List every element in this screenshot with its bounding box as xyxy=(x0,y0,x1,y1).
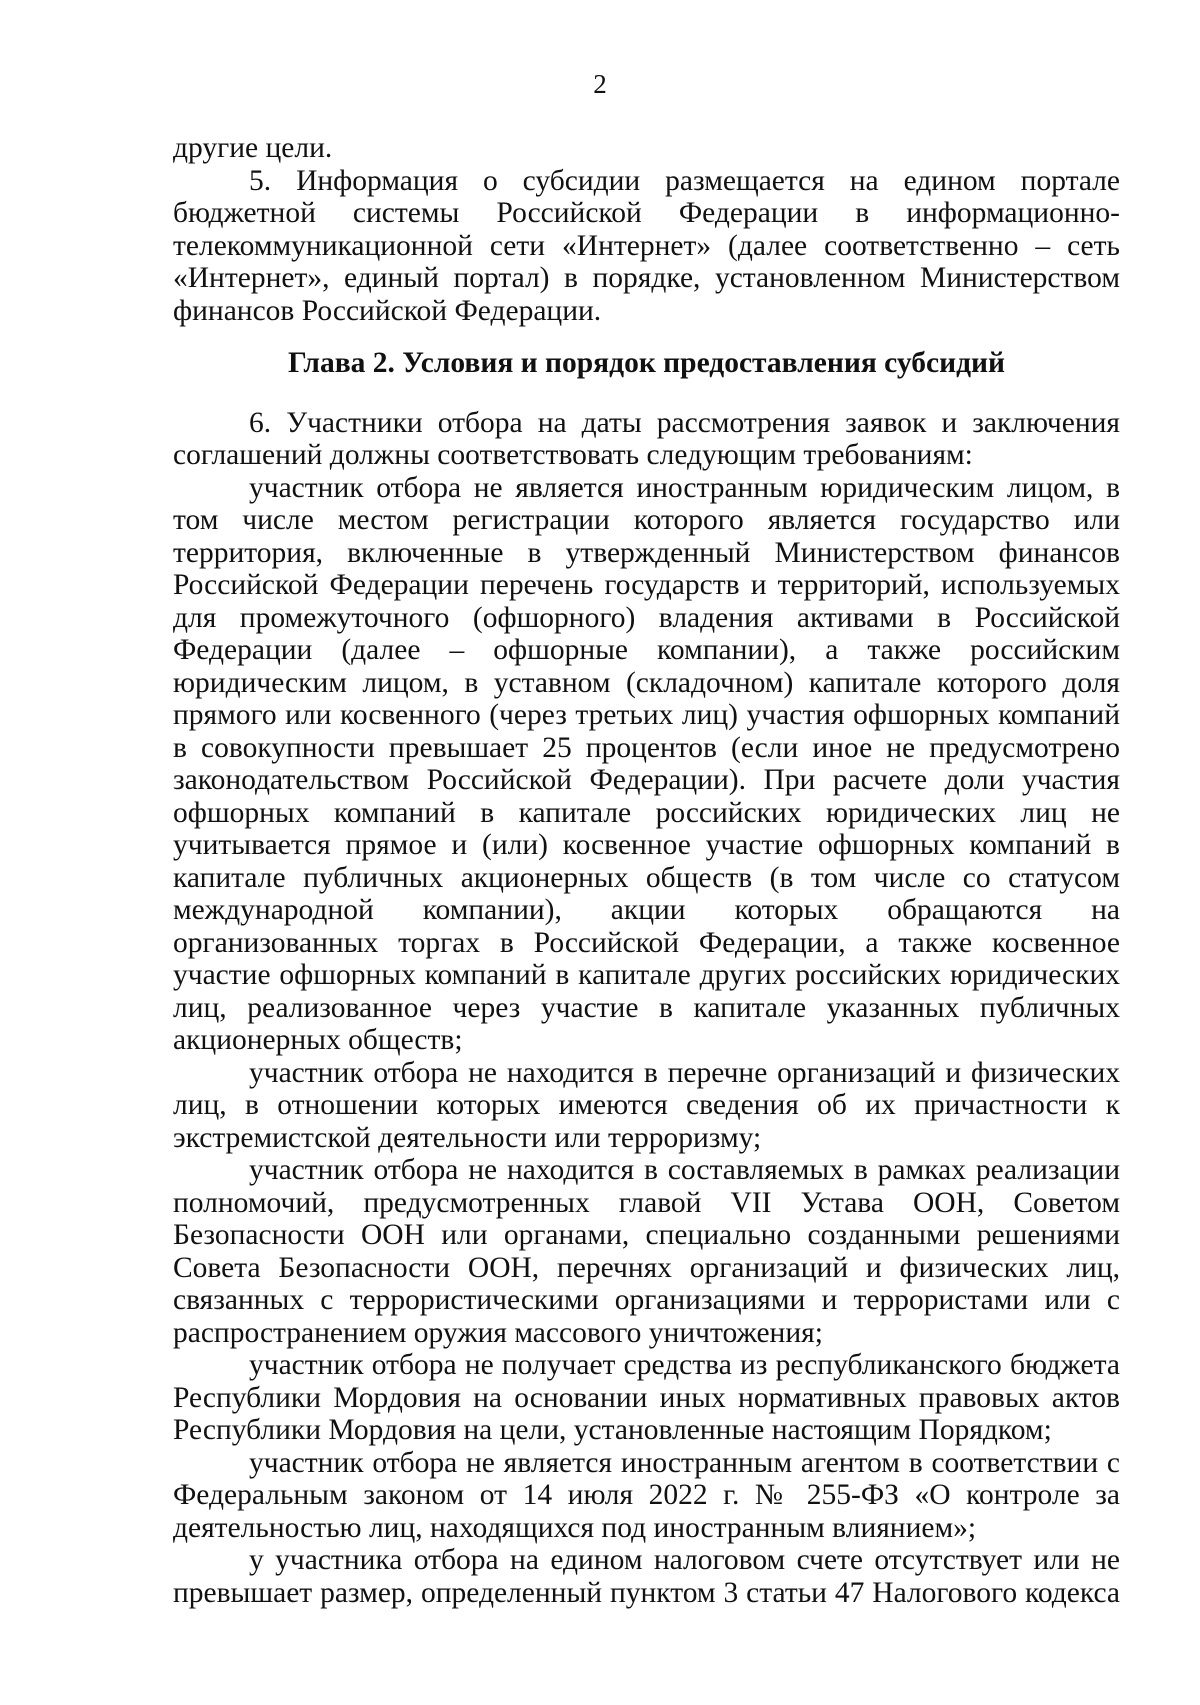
paragraph-item-5: 5. Информация о субсидии размещается на едином портале бюджетной системы Российской Федерации в информационно-телекоммуникационной сети «Интернет» (далее соответственно – сеть «Интернет», единый портал) в порядке, установленном Министерством финансов Российской Федерации. xyxy=(173,164,1120,327)
requirement-budget-funds: участник отбора не получает средства из республиканского бюджета Республики Мордовия на основании иных нормативных правовых актов Республики Мордовия на цели, установленные настоящим Порядком; xyxy=(173,1349,1120,1446)
requirement-offshore: участник отбора не является иностранным юридическим лицом, в том числе местом регистрации которого является государство или территория, включенные в утвержденный Министерством финансов Российской Федерации перечень государств и территорий, используемых для промежуточного (офшорного) владения активами в Российской Федерации (далее – офшорные компании), а также российским юридическим лицом, в уставном (складочном) капитале которого доля прямого или косвенного (через третьих лиц) участия офшорных компаний в совокупности превышает 25 процентов (если иное не предусмотрено законодательством Российской Федерации). При расчете доли участия офшорных компаний в капитале российских юридических лиц не учитывается прямое и (или) косвенное участие офшорных компаний в капитале публичных акционерных обществ (в том числе со статусом международной компании), акции которых обращаются на организованных торгах в Российской Федерации, а также косвенное участие офшорных компаний в капитале других российских юридических лиц, реализованное через участие в капитале указанных публичных акционерных обществ; xyxy=(173,471,1120,1056)
requirement-extremism: участник отбора не находится в перечне организаций и физических лиц, в отношении которых имеются сведения об их причастности к экстремистской деятельности или терроризму; xyxy=(173,1056,1120,1154)
page-number: 2 xyxy=(593,69,607,99)
requirement-tax-debt: у участника отбора на едином налоговом счете отсутствует или не превышает размер, определенный пунктом 3 статьи 47 Налогового кодекса xyxy=(173,1544,1120,1609)
paragraph-item-6: 6. Участники отбора на даты рассмотрения заявок и заключения соглашений должны соответствовать следующим требованиям: xyxy=(173,406,1120,471)
chapter-heading: Глава 2. Условия и порядок предоставления субсидий xyxy=(287,347,1006,379)
requirement-foreign-agent: участник отбора не является иностранным агентом в соответствии с Федеральным законом от 14 июля 2022 г. № 255-ФЗ «О контроле за деятельностью лиц, находящихся под иностранным влиянием»; xyxy=(173,1446,1120,1544)
document-body xyxy=(173,132,1120,1609)
requirement-un-lists: участник отбора не находится в составляемых в рамках реализации полномочий, предусмотренных главой VII Устава ООН, Советом Безопасности ООН или органами, специально созданными решениями Совета Безопасности ООН, перечнях организаций и физических лиц, связанных с террористическими организациями и террористами или с распространением оружия массового уничтожения; xyxy=(173,1154,1120,1349)
paragraph-continuation: другие цели. xyxy=(173,132,333,164)
